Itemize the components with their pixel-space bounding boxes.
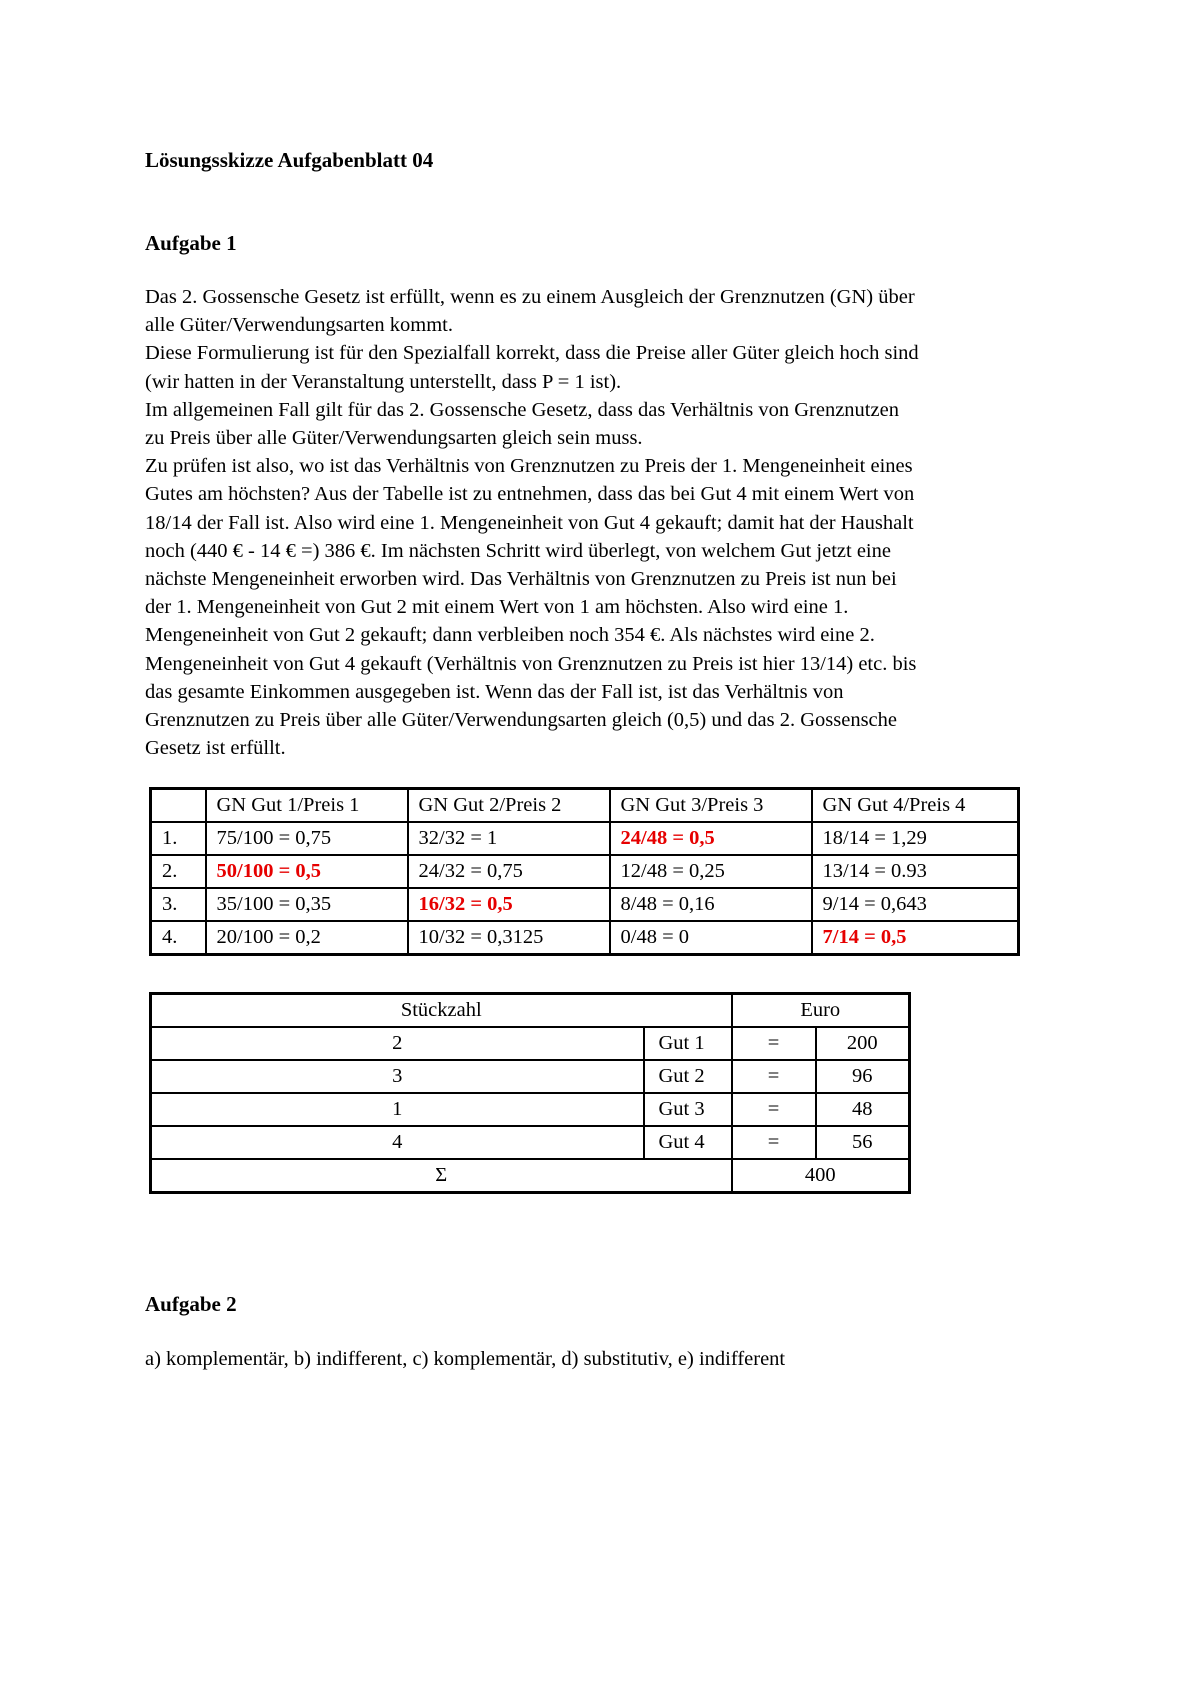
- table-row: [151, 888, 1019, 921]
- highlighted-cell: 16/32 = 0,5: [408, 888, 610, 921]
- table-header-cell: GN Gut 2/Preis 2: [408, 789, 610, 823]
- aufgabe-1-heading: Aufgabe 1: [145, 231, 237, 255]
- text-line: Gesetz ist erfüllt.: [145, 737, 286, 760]
- highlighted-cell: 24/48 = 0,5: [610, 822, 812, 855]
- count-cell: 4: [151, 1126, 644, 1159]
- good-cell: Gut 1: [644, 1027, 732, 1060]
- table-header-cell: GN Gut 3/Preis 3: [610, 789, 812, 823]
- highlighted-cell: 7/14 = 0,5: [812, 921, 1019, 955]
- table-cell: 8/48 = 0,16: [610, 888, 812, 921]
- text-line: nächste Mengeneinheit erworben wird. Das Verhältnis von Grenznutzen zu Preis ist nun bei: [145, 568, 897, 591]
- document-title: Lösungsskizze Aufgabenblatt 04: [145, 148, 434, 172]
- table-cell: 32/32 = 1: [408, 822, 610, 855]
- aufgabe-2-heading: Aufgabe 2: [145, 1292, 237, 1316]
- sum-value: 400: [732, 1159, 910, 1193]
- euro-header: Euro: [732, 994, 910, 1028]
- text-line: noch (440 € - 14 € =) 386 €. Im nächsten Schritt wird überlegt, von welchem Gut jetzt eine: [145, 539, 891, 562]
- aufgabe-1-text: [145, 283, 1095, 762]
- table-cell: 24/32 = 0,75: [408, 855, 610, 888]
- table-row: [151, 855, 1019, 888]
- table-cell: 12/48 = 0,25: [610, 855, 812, 888]
- table-header-cell: [151, 789, 206, 823]
- equals-cell: =: [732, 1060, 816, 1093]
- count-cell: 2: [151, 1027, 644, 1060]
- table-cell: 35/100 = 0,35: [206, 888, 408, 921]
- text-line: Mengeneinheit von Gut 4 gekauft (Verhältnis von Grenznutzen zu Preis ist hier 13/14) etc. bis: [145, 652, 917, 675]
- highlighted-cell: 50/100 = 0,5: [206, 855, 408, 888]
- table-row: [151, 1060, 910, 1093]
- equals-cell: =: [732, 1027, 816, 1060]
- euro-cell: 48: [816, 1093, 910, 1126]
- euro-cell: 96: [816, 1060, 910, 1093]
- table-cell: 10/32 = 0,3125: [408, 921, 610, 955]
- good-cell: Gut 4: [644, 1126, 732, 1159]
- grenznutzen-table: [149, 787, 1020, 956]
- text-line: (wir hatten in der Veranstaltung unterstellt, dass P = 1 ist).: [145, 370, 622, 393]
- sum-row: [151, 1159, 910, 1193]
- table-row: [151, 1126, 910, 1159]
- table-row: [151, 921, 1019, 955]
- text-line: zu Preis über alle Güter/Verwendungsarten gleich sein muss.: [145, 427, 643, 450]
- euro-cell: 56: [816, 1126, 910, 1159]
- text-line: Das 2. Gossensche Gesetz ist erfüllt, wenn es zu einem Ausgleich der Grenznutzen (GN) über: [145, 286, 915, 308]
- aufgabe-2-text: a) komplementär, b) indifferent, c) komplementär, d) substitutiv, e) indifferent: [145, 1348, 786, 1370]
- text-line: Grenznutzen zu Preis über alle Güter/Verwendungsarten gleich (0,5) und das 2. Gossensche: [145, 709, 897, 732]
- row-label: 3.: [151, 888, 206, 921]
- text-line: Gutes am höchsten? Aus der Tabelle ist zu entnehmen, dass das bei Gut 4 mit einem Wert von: [145, 483, 915, 506]
- table-cell: 9/14 = 0,643: [812, 888, 1019, 921]
- row-label: 2.: [151, 855, 206, 888]
- row-label: 1.: [151, 822, 206, 855]
- stueckzahl-euro-table: [149, 992, 911, 1194]
- table-header-cell: GN Gut 4/Preis 4: [812, 789, 1019, 823]
- euro-cell: 200: [816, 1027, 910, 1060]
- text-line: alle Güter/Verwendungsarten kommt.: [145, 314, 453, 337]
- table-row: [151, 822, 1019, 855]
- table-row: [151, 1027, 910, 1060]
- table-cell: 75/100 = 0,75: [206, 822, 408, 855]
- sum-symbol: Σ: [151, 1159, 732, 1193]
- table-row: [151, 1093, 910, 1126]
- table-cell: 0/48 = 0: [610, 921, 812, 955]
- equals-cell: =: [732, 1126, 816, 1159]
- text-line: Im allgemeinen Fall gilt für das 2. Gossensche Gesetz, dass das Verhältnis von Grenznutzen: [145, 398, 899, 421]
- text-line: 18/14 der Fall ist. Also wird eine 1. Mengeneinheit von Gut 4 gekauft; damit hat der Haushalt: [145, 511, 914, 534]
- text-line: Zu prüfen ist also, wo ist das Verhältnis von Grenznutzen zu Preis der 1. Mengeneinheit eines: [145, 455, 913, 478]
- good-cell: Gut 2: [644, 1060, 732, 1093]
- text-line: Mengeneinheit von Gut 2 gekauft; dann verbleiben noch 354 €. Als nächstes wird eine 2.: [145, 624, 875, 647]
- equals-cell: =: [732, 1093, 816, 1126]
- table-cell: 13/14 = 0.93: [812, 855, 1019, 888]
- table-header-cell: GN Gut 1/Preis 1: [206, 789, 408, 823]
- text-line: das gesamte Einkommen ausgegeben ist. Wenn das der Fall ist, ist das Verhältnis von: [145, 680, 844, 703]
- stueckzahl-header: Stückzahl: [151, 994, 732, 1028]
- text-line: Diese Formulierung ist für den Spezialfall korrekt, dass die Preise aller Güter gleich hoch sind: [145, 342, 919, 365]
- table-cell: 20/100 = 0,2: [206, 921, 408, 955]
- good-cell: Gut 3: [644, 1093, 732, 1126]
- count-cell: 3: [151, 1060, 644, 1093]
- table-cell: 18/14 = 1,29: [812, 822, 1019, 855]
- row-label: 4.: [151, 921, 206, 955]
- table-header-row: [151, 994, 910, 1028]
- table-header-row: [151, 789, 1019, 823]
- count-cell: 1: [151, 1093, 644, 1126]
- text-line: der 1. Mengeneinheit von Gut 2 mit einem Wert von 1 am höchsten. Also wird eine 1.: [145, 596, 849, 619]
